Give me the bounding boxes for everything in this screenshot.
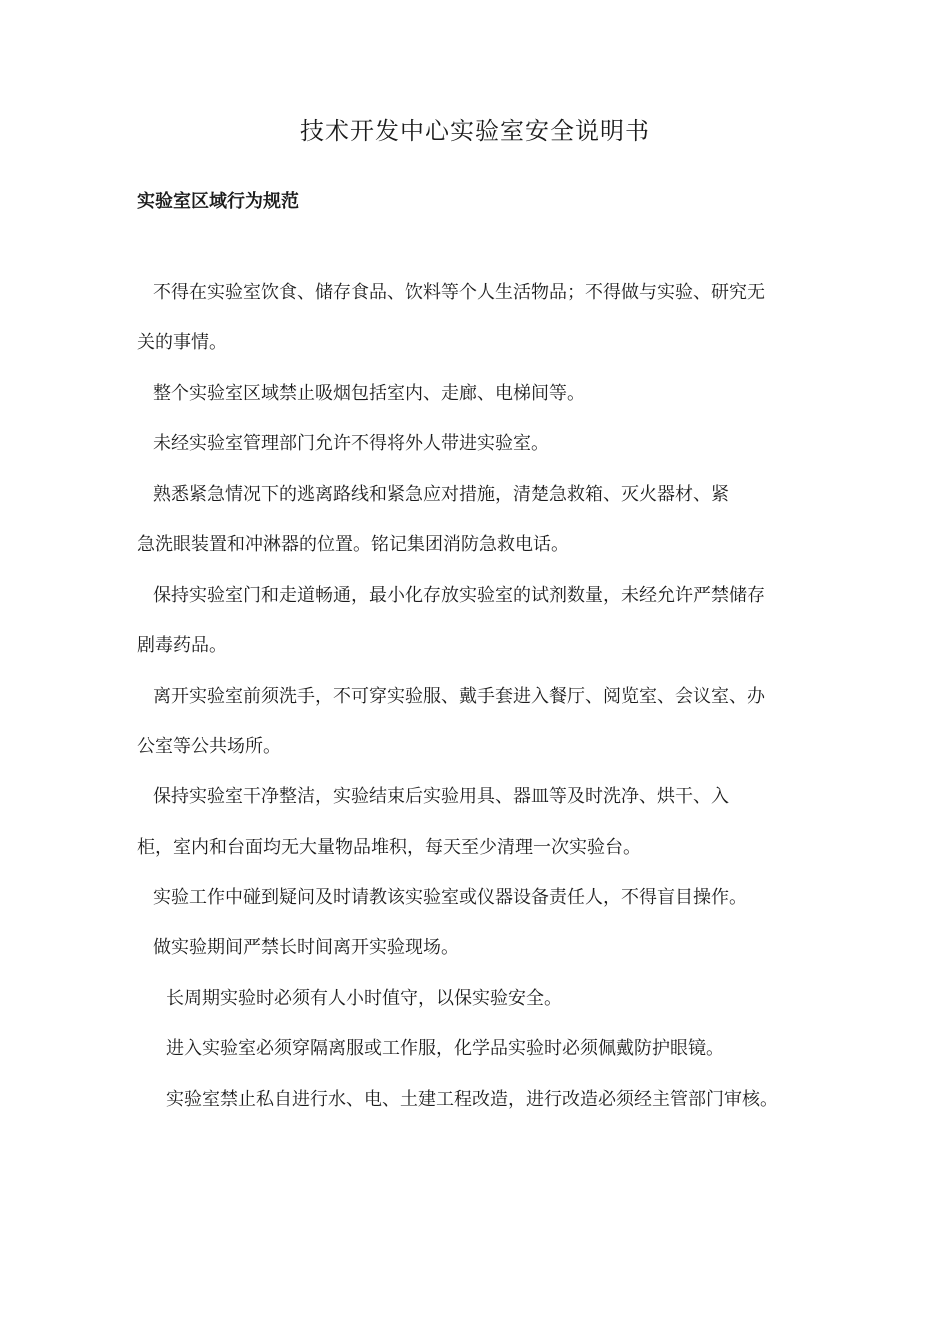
rule-line: 整个实验室区域禁止吸烟包括室内、走廊、电梯间等。 [153,383,585,404]
rule-line: 长周期实验时必须有人小时值守，以保实验安全。 [166,988,562,1009]
rule-line: 不得在实验室饮食、储存食品、饮料等个人生活物品；不得做与实验、研究无 [153,282,765,303]
rule-line: 未经实验室管理部门允许不得将外人带进实验室。 [153,433,549,454]
rule-line: 保持实验室门和走道畅通，最小化存放实验室的试剂数量，未经允许严禁储存 [153,585,765,606]
rule-line: 柜，室内和台面均无大量物品堆积，每天至少清理一次实验台。 [137,837,641,858]
rule-line: 急洗眼装置和冲淋器的位置。铭记集团消防急救电话。 [137,534,569,555]
rule-line: 保持实验室干净整洁，实验结束后实验用具、器皿等及时洗净、烘干、入 [153,786,729,807]
rule-line: 关的事情。 [137,332,227,353]
rule-line: 熟悉紧急情况下的逃离路线和紧急应对措施，清楚急救箱、灭火器材、紧 [153,484,729,505]
rule-line: 实验室禁止私自进行水、电、土建工程改造，进行改造必须经主管部门审核。 [166,1089,778,1110]
rule-line: 实验工作中碰到疑问及时请教该实验室或仪器设备责任人，不得盲目操作。 [153,887,747,908]
document-title: 技术开发中心实验室安全说明书 [300,117,650,145]
rule-line: 剧毒药品。 [137,635,227,656]
section-heading: 实验室区域行为规范 [137,191,299,212]
rule-line: 进入实验室必须穿隔离服或工作服，化学品实验时必须佩戴防护眼镜。 [166,1038,724,1059]
rule-line: 做实验期间严禁长时间离开实验现场。 [153,937,459,958]
rule-line: 公室等公共场所。 [137,736,281,757]
rule-line: 离开实验室前须洗手，不可穿实验服、戴手套进入餐厅、阅览室、会议室、办 [153,686,765,707]
